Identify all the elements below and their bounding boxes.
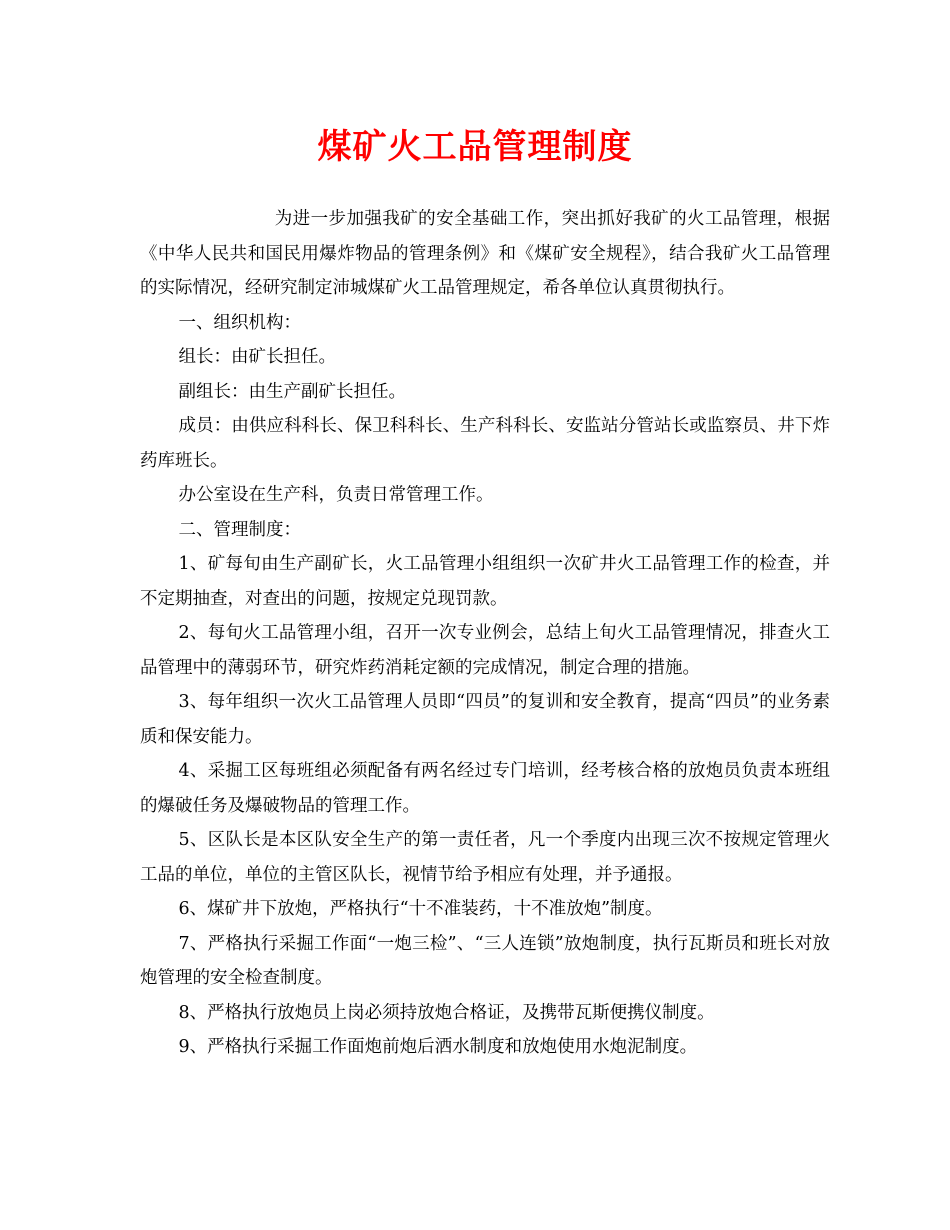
rule-item-2: 2、每旬火工品管理小组，召开一次专业例会，总结上旬火工品管理情况，排查火工品管理中的薄弱环节，研究炸药消耗定额的完成情况，制定合理的措施。 bbox=[140, 623, 830, 678]
rule-item-5: 5、区队长是本区队安全生产的第一责任者，凡一个季度内出现三次不按规定管理火工品的单位，单位的主管区队长，视情节给予相应有处理，并予通报。 bbox=[140, 830, 830, 885]
rule-item-3: 3、每年组织一次火工品管理人员即“四员”的复训和安全教育，提高“四员”的业务素质和保安能力。 bbox=[140, 692, 830, 747]
paragraph-members: 成员：由供应科科长、保卫科科长、生产科科长、安监站分管站长或监察员、井下炸药库班长。 bbox=[140, 416, 830, 471]
intro-paragraph: 为进一步加强我矿的安全基础工作，突出抓好我矿的火工品管理，根据《中华人民共和国民用爆炸物品的管理条例》和《煤矿安全规程》，结合我矿火工品管理的实际情况，经研究制定沛城煤矿火工品管理规定，希各单位认真贯彻执行。 bbox=[140, 209, 830, 298]
rule-item-7: 7、严格执行采掘工作面“一炮三检”、“三人连锁”放炮制度，执行瓦斯员和班长对放炮管理的安全检查制度。 bbox=[140, 933, 830, 988]
rule-item-6: 6、煤矿井下放炮，严格执行“十不准装药，十不准放炮”制度。 bbox=[178, 899, 663, 919]
section-heading-rules: 二、管理制度： bbox=[178, 519, 301, 540]
paragraph-deputy-leader: 副组长：由生产副矿长担任。 bbox=[178, 381, 406, 402]
section-heading-organization: 一、组织机构： bbox=[178, 312, 301, 333]
document-title: 煤矿火工品管理制度 bbox=[317, 127, 633, 167]
rule-item-8: 8、严格执行放炮员上岗必须持放炮合格证，及携带瓦斯便携仪制度。 bbox=[178, 1002, 715, 1023]
paragraph-group-leader: 组长：由矿长担任。 bbox=[178, 347, 336, 367]
rule-item-1: 1、矿每旬由生产副矿长，火工品管理小组组织一次矿井火工品管理工作的检查，并不定期抽查，对查出的问题，按规定兑现罚款。 bbox=[140, 554, 830, 609]
document-body bbox=[140, 202, 830, 1065]
paragraph-office: 办公室设在生产科，负责日常管理工作。 bbox=[178, 485, 494, 505]
rule-item-9: 9、严格执行采掘工作面炮前炮后洒水制度和放炮使用水炮泥制度。 bbox=[178, 1037, 698, 1057]
rule-item-4: 4、采掘工区每班组必须配备有两名经过专门培训，经考核合格的放炮员负责本班组的爆破任务及爆破物品的管理工作。 bbox=[140, 761, 830, 816]
